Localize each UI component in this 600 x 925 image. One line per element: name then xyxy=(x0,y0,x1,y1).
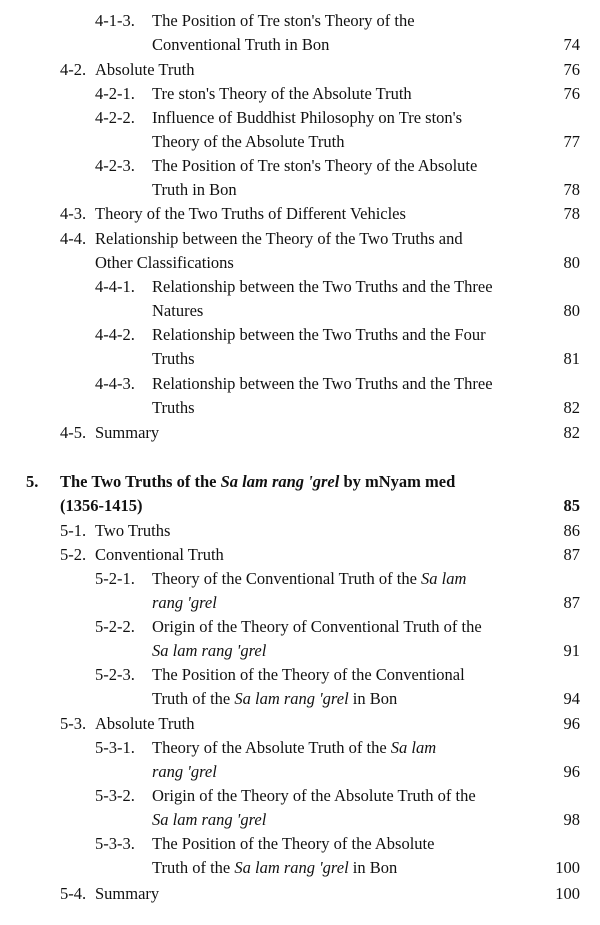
title-segment: Absolute Truth xyxy=(95,60,195,79)
toc-entry-title xyxy=(152,373,493,395)
toc-page-number: 96 xyxy=(563,714,580,733)
toc-entry-title xyxy=(152,155,477,177)
toc-page-number: 86 xyxy=(563,521,580,540)
toc-page-number: 76 xyxy=(563,84,580,103)
title-segment: Theory of the Conventional Truth of the xyxy=(152,569,422,588)
title-segment: in Bon xyxy=(348,689,398,708)
toc-entry-number: 5-1. xyxy=(60,521,87,540)
toc-page-number: 82 xyxy=(563,423,580,442)
toc-page-number: 100 xyxy=(555,858,580,877)
toc-entry-line xyxy=(95,761,560,783)
title-segment: Origin of the Theory of the Absolute Truth of the xyxy=(152,786,476,805)
toc-entry-title xyxy=(152,131,345,153)
toc-entry-number: 5. xyxy=(26,472,39,491)
toc-entry-line xyxy=(95,276,560,298)
toc-entry-title xyxy=(152,857,397,879)
toc-entry-title xyxy=(152,107,462,129)
toc-entry-title xyxy=(152,10,415,32)
toc-entry-title xyxy=(95,59,194,81)
title-segment: (1356-1415) xyxy=(60,496,143,515)
toc-entry-line xyxy=(95,107,560,129)
title-segment: Relationship between the Two Truths and the Three xyxy=(152,374,493,393)
toc-entry-line xyxy=(95,131,560,153)
toc-page-number: 81 xyxy=(563,349,580,368)
toc-entry-title xyxy=(152,664,465,686)
toc-entry-number: 5-2. xyxy=(60,545,87,564)
toc-entry-title xyxy=(152,397,195,419)
title-segment: Influence of Buddhist Philosophy on Tre ston's xyxy=(152,108,463,127)
title-segment: The Position of the Theory of the Conventional xyxy=(152,665,465,684)
toc-entry-line xyxy=(95,592,560,614)
title-segment: Natures xyxy=(152,301,204,320)
italic-title-segment: rang 'grel xyxy=(152,762,217,781)
toc-entry-line xyxy=(60,713,560,735)
toc-entry-number: 4-4-1. xyxy=(95,277,135,296)
toc-entry-line xyxy=(60,422,560,444)
toc-entry-number: 5-4. xyxy=(60,884,87,903)
toc-page-number: 100 xyxy=(555,884,580,903)
toc-page-number: 87 xyxy=(563,545,580,564)
title-segment: Truth of the xyxy=(152,858,235,877)
toc-entry-line xyxy=(95,324,560,346)
toc-entry-number: 4-4. xyxy=(60,229,87,248)
title-segment: Summary xyxy=(95,423,160,442)
title-segment: Theory of the Two Truths of Different Vehicles xyxy=(95,204,406,223)
toc-entry-line xyxy=(26,495,560,517)
toc-entry-number: 5-2-1. xyxy=(95,569,135,588)
title-segment: Truths xyxy=(152,349,195,368)
title-segment: in Bon xyxy=(348,858,398,877)
toc-entry-line xyxy=(60,883,560,905)
toc-entry-title xyxy=(152,785,476,807)
title-segment: Conventional Truth xyxy=(95,545,224,564)
toc-entry-line xyxy=(95,785,560,807)
title-segment: Tre ston's Theory of the Absolute Truth xyxy=(152,84,412,103)
toc-entry-number: 4-1-3. xyxy=(95,11,135,30)
title-segment: Truths xyxy=(152,398,195,417)
italic-title-segment: Sa lam xyxy=(390,738,437,757)
toc-entry-number: 4-2-2. xyxy=(95,108,135,127)
toc-entry-number: 5-2-2. xyxy=(95,617,135,636)
italic-title-segment: Sa lam xyxy=(421,569,467,588)
toc-entry-number: 5-3-2. xyxy=(95,786,135,805)
toc-entry-line xyxy=(95,34,560,56)
toc-entry-line xyxy=(95,640,560,662)
toc-entry-line xyxy=(95,348,560,370)
toc-entry-title xyxy=(152,640,266,662)
toc-entry-title xyxy=(152,34,329,56)
toc-page-number: 78 xyxy=(563,180,580,199)
toc-entry-number: 4-2. xyxy=(60,60,87,79)
toc-entry-title xyxy=(95,713,194,735)
toc-entry-title xyxy=(95,883,159,905)
toc-entry-line xyxy=(95,833,560,855)
toc-entry-line xyxy=(95,397,560,419)
toc-entry-title xyxy=(152,348,195,370)
toc-page-number: 77 xyxy=(563,132,580,151)
italic-title-segment: Sa lam rang 'grel xyxy=(234,858,349,877)
toc-entry-title xyxy=(95,228,463,250)
toc-entry-title xyxy=(95,544,224,566)
title-segment: The Position of Tre ston's Theory of the xyxy=(152,11,415,30)
toc-page-number: 74 xyxy=(563,35,580,54)
toc-entry-number: 4-5. xyxy=(60,423,87,442)
toc-entry-title xyxy=(152,568,466,590)
toc-entry-line xyxy=(95,83,560,105)
toc-entry-title xyxy=(152,761,217,783)
toc-page-number: 87 xyxy=(563,593,580,612)
toc-entry-title xyxy=(152,809,266,831)
toc-entry-line xyxy=(60,252,560,274)
title-segment: Origin of the Theory of Conventional Truth of the xyxy=(152,617,482,636)
toc-page-number: 78 xyxy=(563,204,580,223)
toc-entry-line xyxy=(60,203,560,225)
toc-entry-number: 4-4-3. xyxy=(95,374,135,393)
toc-entry-title xyxy=(152,324,486,346)
toc-entry-title xyxy=(95,422,159,444)
toc-entry-line xyxy=(95,809,560,831)
toc-entry-title xyxy=(152,276,493,298)
toc-entry-line xyxy=(95,664,560,686)
toc-entry-number: 5-3. xyxy=(60,714,87,733)
toc-page-number: 80 xyxy=(563,301,580,320)
toc-entry-title xyxy=(152,833,434,855)
title-segment: by mNyam med xyxy=(339,472,456,491)
toc-entry-line xyxy=(60,59,560,81)
toc-entry-title xyxy=(152,83,412,105)
toc-entry-title xyxy=(152,300,203,322)
title-segment: Other Classifications xyxy=(95,253,234,272)
title-segment: Conventional Truth in Bon xyxy=(152,35,330,54)
toc-page-number: 94 xyxy=(563,689,580,708)
toc-entry-line xyxy=(60,544,560,566)
toc-entry-line xyxy=(60,228,560,250)
title-segment: Theory of the Absolute Truth xyxy=(152,132,345,151)
toc-entry-line xyxy=(95,300,560,322)
toc-entry-title xyxy=(152,737,436,759)
toc-entry-line xyxy=(26,471,560,493)
toc-page-number: 91 xyxy=(563,641,580,660)
title-segment: Absolute Truth xyxy=(95,714,195,733)
toc-entry-number: 4-2-1. xyxy=(95,84,135,103)
toc-entry-line xyxy=(95,616,560,638)
title-segment: Two Truths xyxy=(95,521,171,540)
toc-entry-line xyxy=(95,10,560,32)
toc-entry-number: 5-3-3. xyxy=(95,834,135,853)
title-segment: The Position of the Theory of the Absolute xyxy=(152,834,435,853)
toc-entry-number: 4-2-3. xyxy=(95,156,135,175)
toc-entry-line xyxy=(95,857,560,879)
toc-entry-number: 4-4-2. xyxy=(95,325,135,344)
toc-entry-title xyxy=(60,495,142,517)
toc-entry-title xyxy=(152,688,397,710)
title-segment: Relationship between the Two Truths and the Three xyxy=(152,277,493,296)
toc-page-number: 85 xyxy=(563,496,580,515)
toc-entry-line xyxy=(95,737,560,759)
title-segment: Truth in Bon xyxy=(152,180,237,199)
italic-title-segment: Sa lam rang 'grel xyxy=(152,641,267,660)
toc-page-number: 82 xyxy=(563,398,580,417)
toc-entry-title xyxy=(152,592,217,614)
title-segment: The Two Truths of the xyxy=(60,472,221,491)
toc-entry-line xyxy=(60,520,560,542)
toc-entry-title xyxy=(152,616,482,638)
title-segment: Truth of the xyxy=(152,689,235,708)
toc-entry-number: 5-3-1. xyxy=(95,738,135,757)
toc-page-number: 80 xyxy=(563,253,580,272)
toc-page-number: 98 xyxy=(563,810,580,829)
toc-entry-title xyxy=(60,471,455,493)
toc-entry-line xyxy=(95,179,560,201)
toc-entry-line xyxy=(95,373,560,395)
toc-page-number: 76 xyxy=(563,60,580,79)
toc-entry-title xyxy=(152,179,237,201)
toc-entry-number: 5-2-3. xyxy=(95,665,135,684)
toc-entry-title xyxy=(95,520,170,542)
italic-title-segment: Sa lam rang 'grel xyxy=(220,472,340,491)
toc-entry-line xyxy=(95,155,560,177)
italic-title-segment: Sa lam rang 'grel xyxy=(152,810,267,829)
toc-entry-line xyxy=(95,568,560,590)
italic-title-segment: Sa lam rang 'grel xyxy=(234,689,349,708)
title-segment: The Position of Tre ston's Theory of the Absolute xyxy=(152,156,478,175)
italic-title-segment: rang 'grel xyxy=(152,593,217,612)
title-segment: Theory of the Absolute Truth of the xyxy=(152,738,391,757)
toc-entry-line xyxy=(95,688,560,710)
title-segment: Relationship between the Two Truths and the Four xyxy=(152,325,486,344)
title-segment: Relationship between the Theory of the Two Truths and xyxy=(95,229,463,248)
toc-entry-title xyxy=(95,203,406,225)
toc-page-number: 96 xyxy=(563,762,580,781)
toc-entry-title xyxy=(95,252,234,274)
toc-entry-number: 4-3. xyxy=(60,204,87,223)
title-segment: Summary xyxy=(95,884,160,903)
